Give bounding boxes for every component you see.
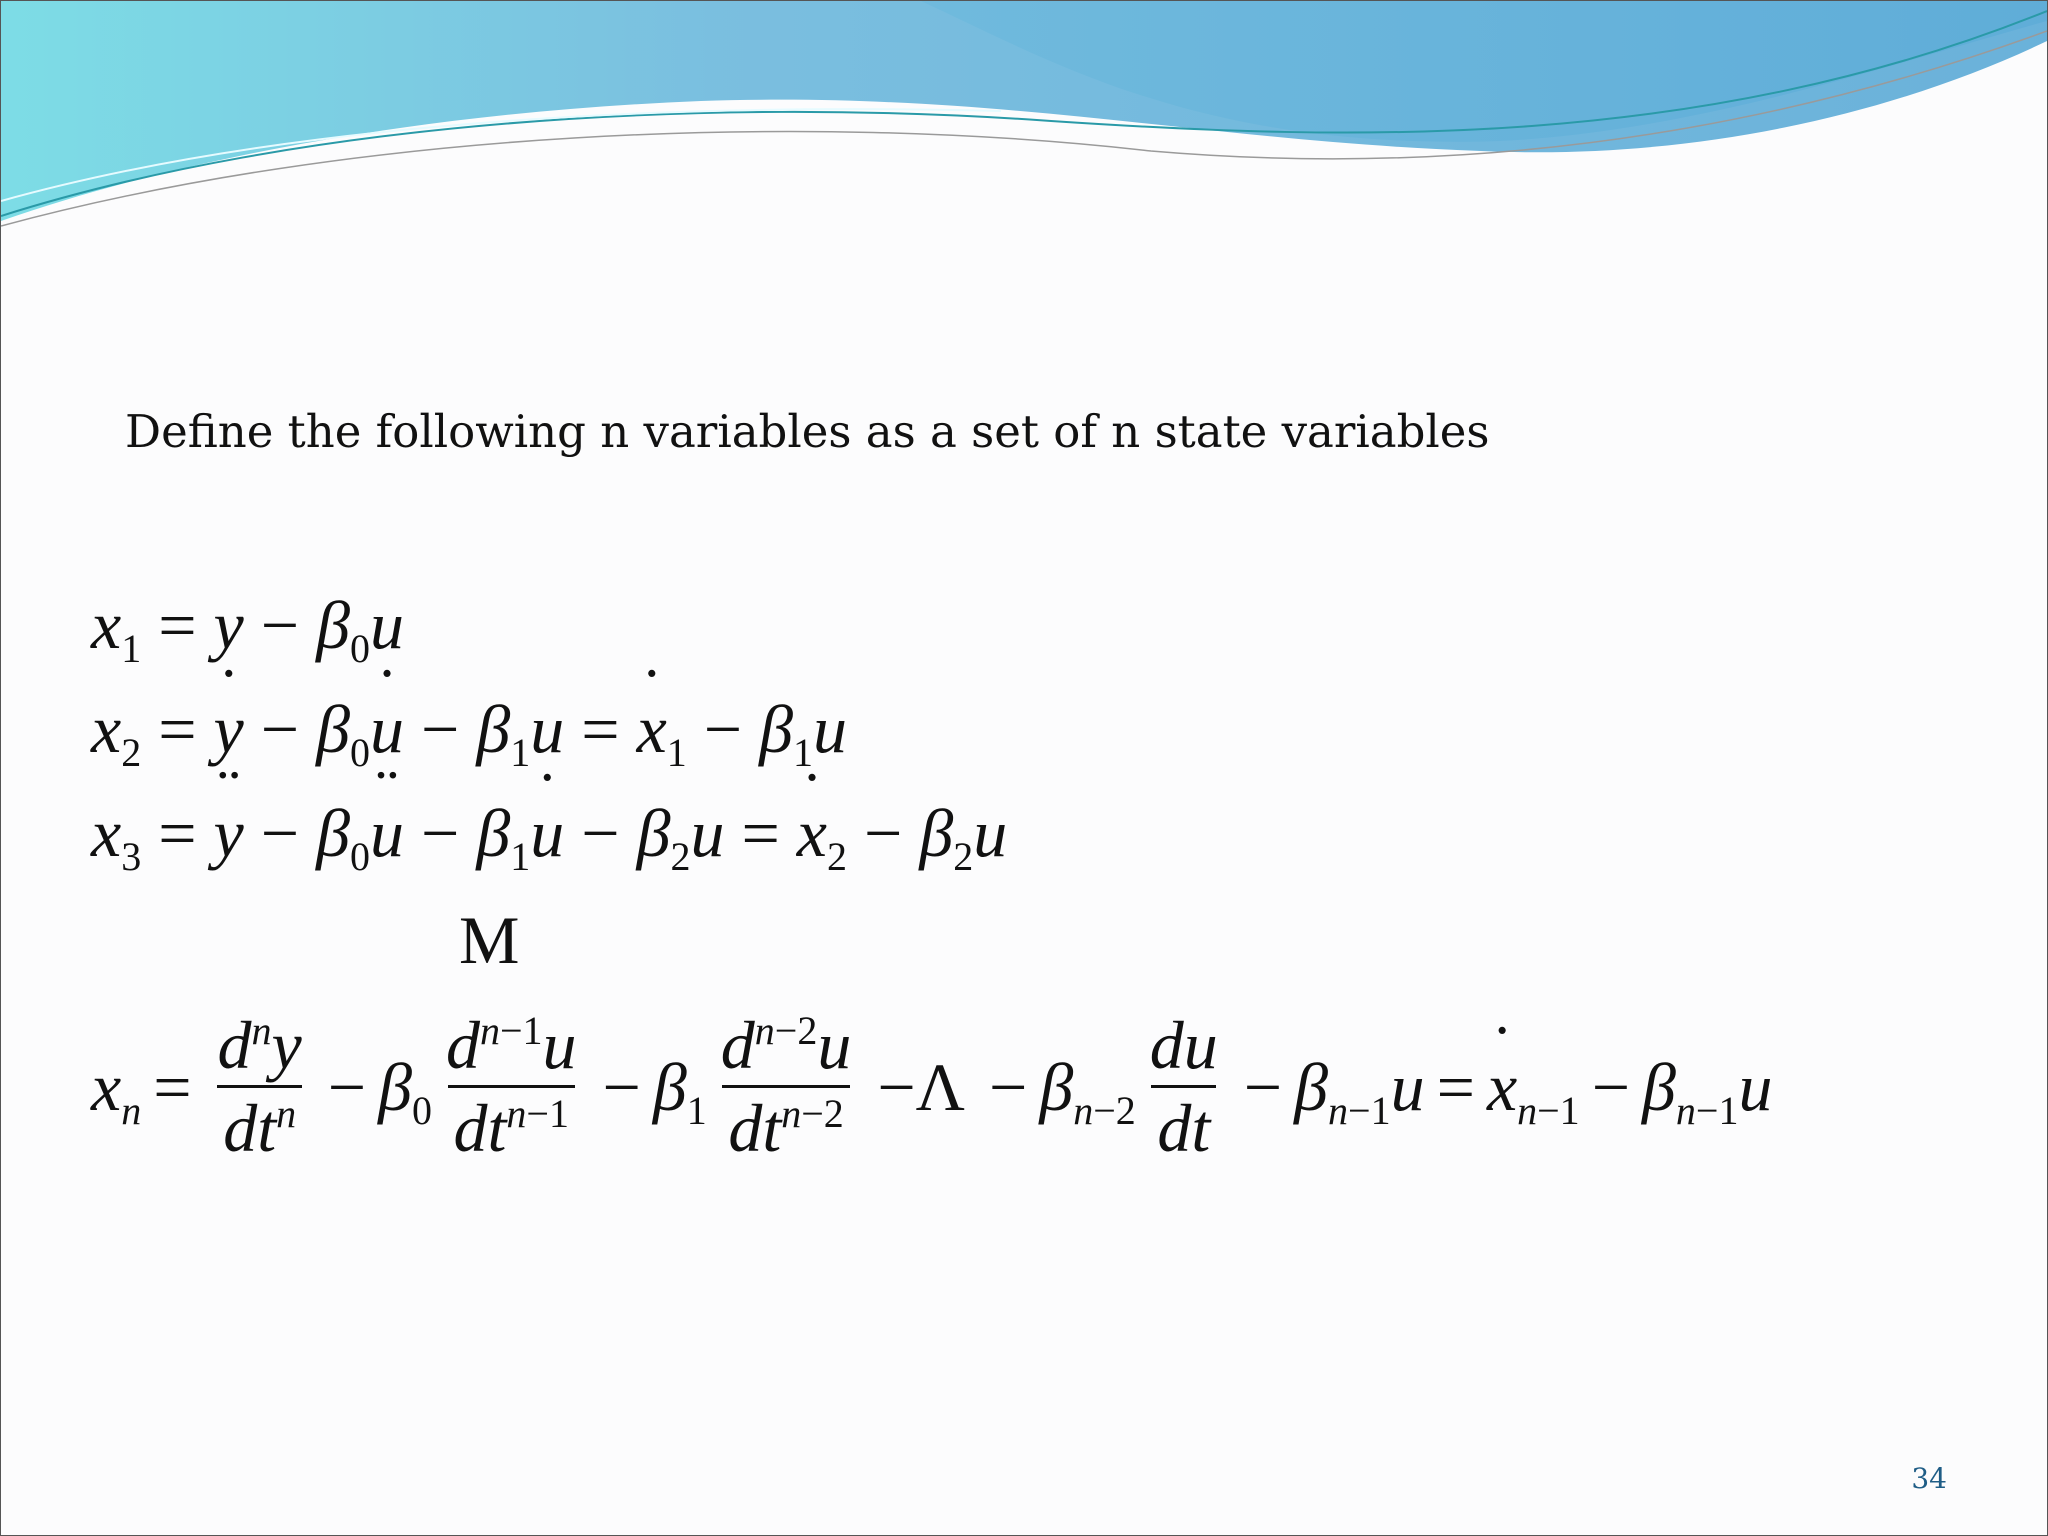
vertical-ellipsis: M	[459, 902, 520, 978]
intro-text: Define the following n variables as a set of n state variables	[125, 405, 1490, 458]
fraction-du-dt: $\frac{du}{dt}$	[1149, 1007, 1218, 1166]
equation-x1: $x_1 = y - \beta_0u$	[91, 587, 404, 671]
fraction-dny-dtn: $\frac{d^ny}{dt^n}$	[217, 1007, 302, 1166]
equation-x2: $x_2 = y$ ˙ − $\beta_0u$ ˙ − $\beta_1u = x$ $˙_1 - \beta_1u$	[91, 695, 847, 763]
header-wave-decoration	[1, 1, 2047, 241]
page-number: 34	[1911, 1462, 1947, 1495]
fraction-dn1u-dtn1: $\frac{d^{n-1}u}{dt^{n-1}}$	[445, 1007, 577, 1166]
equation-xn: $x_n$ = $\frac{d^ny}{dt^n}$ − $\beta_0$ $\frac{d^{n-1}u}{dt^{n-1}}$ − $\beta_1$ $\frac{d^{n-2}u}{dt^{n-2}}$ −Λ − $\beta_{n-2}$ $\frac{du}{dt}$ − $\beta_{n-1}u$ = x $˙_{n-1}$ − $\beta_{n-1}u$	[91, 1011, 1772, 1162]
fraction-dn2u-dtn2: $\frac{d^{n-2}u}{dt^{n-2}}$	[720, 1007, 852, 1166]
equation-x3: $x_3 = y$ ¨ − $\beta_0u$ ¨ − $\beta_1u$ ˙ − $\beta_2u = x$ $˙_2 - \beta_2u$	[91, 799, 1007, 867]
